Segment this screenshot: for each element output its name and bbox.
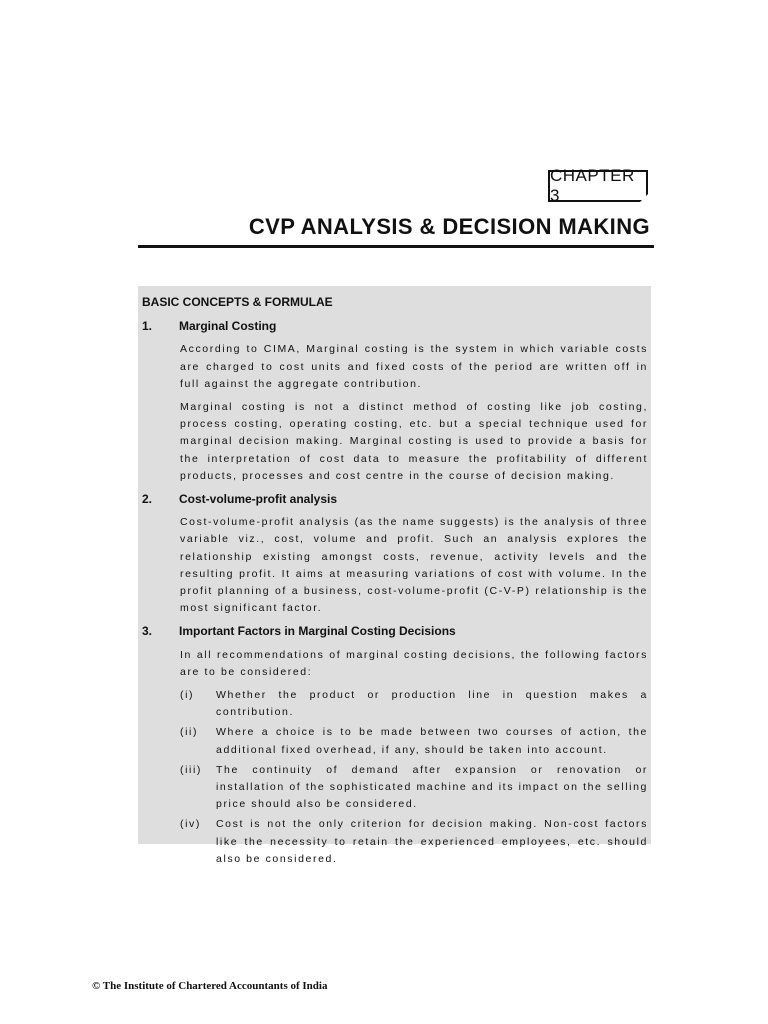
concepts-heading: BASIC CONCEPTS & FORMULAE — [142, 295, 333, 309]
chapter-title: CVP ANALYSIS & DECISION MAKING — [248, 214, 650, 239]
list-item — [180, 687, 648, 721]
list-item — [180, 724, 648, 758]
section-title: Marginal Costing — [179, 319, 277, 334]
list-item-number: (iii) — [180, 763, 202, 776]
chapter-label: CHAPTER 3 — [550, 166, 635, 205]
paragraph: According to CIMA, Marginal costing is the system in which variable costs are charged to cost units and fixed costs of the period are written off in full against the aggregate contribution. — [180, 343, 648, 390]
list-item-number: (i) — [180, 689, 195, 702]
concepts-content — [142, 294, 648, 871]
list-item-text: The continuity of demand after expansion or renovation or installation of the sophisticated machine and its impact on the selling price should also be considered. — [216, 763, 648, 811]
section-number: 2. — [142, 492, 153, 507]
list-item-number: (iv) — [180, 818, 201, 831]
list-item — [180, 762, 648, 814]
paragraph: Cost-volume-profit analysis (as the name suggests) is the analysis of three variable viz., cost, volume and profit. Such an analysis explores the relationship existing amongst costs, revenue, activity levels and the resulting profit. It aims at measuring variations of cost with volume. In the profit planning of a business, cost-volume-profit (C-V-P) relationship is the most significant factor. — [180, 516, 648, 615]
section-heading — [142, 623, 648, 640]
page-fold-corner — [640, 194, 648, 202]
paragraph: In all recommendations of marginal costing decisions, the following factors are to be considered: — [180, 648, 648, 678]
list-item-number: (ii) — [180, 726, 199, 739]
section-heading — [142, 318, 648, 335]
paragraph: Marginal costing is not a distinct method of costing like job costing, process costing, operating costing, etc. but a special technique used for marginal decision making. Marginal costing is used to provide a basis for the interpretation of cost data to measure the profitability of different products, processes and cost centre in the course of decision making. — [180, 401, 648, 482]
list-item — [180, 816, 648, 868]
section-heading — [142, 491, 648, 508]
title-rule — [138, 245, 654, 248]
section-title: Important Factors in Marginal Costing Decisions — [179, 624, 456, 639]
chapter-label-box — [548, 166, 648, 205]
section-number: 1. — [142, 319, 153, 334]
list-item-text: Cost is not the only criterion for decision making. Non-cost factors like the necessity to retain the experienced employees, etc. should also be considered. — [216, 818, 648, 865]
section-title: Cost-volume-profit analysis — [179, 492, 338, 507]
section-number: 3. — [142, 624, 153, 639]
copyright-footer: © The Institute of Chartered Accountants of India — [92, 980, 328, 992]
list-item-text: Where a choice is to be made between two courses of action, the additional fixed overhead, if any, should be taken into account. — [216, 726, 648, 756]
list-item-text: Whether the product or production line in question makes a contribution. — [216, 689, 648, 719]
